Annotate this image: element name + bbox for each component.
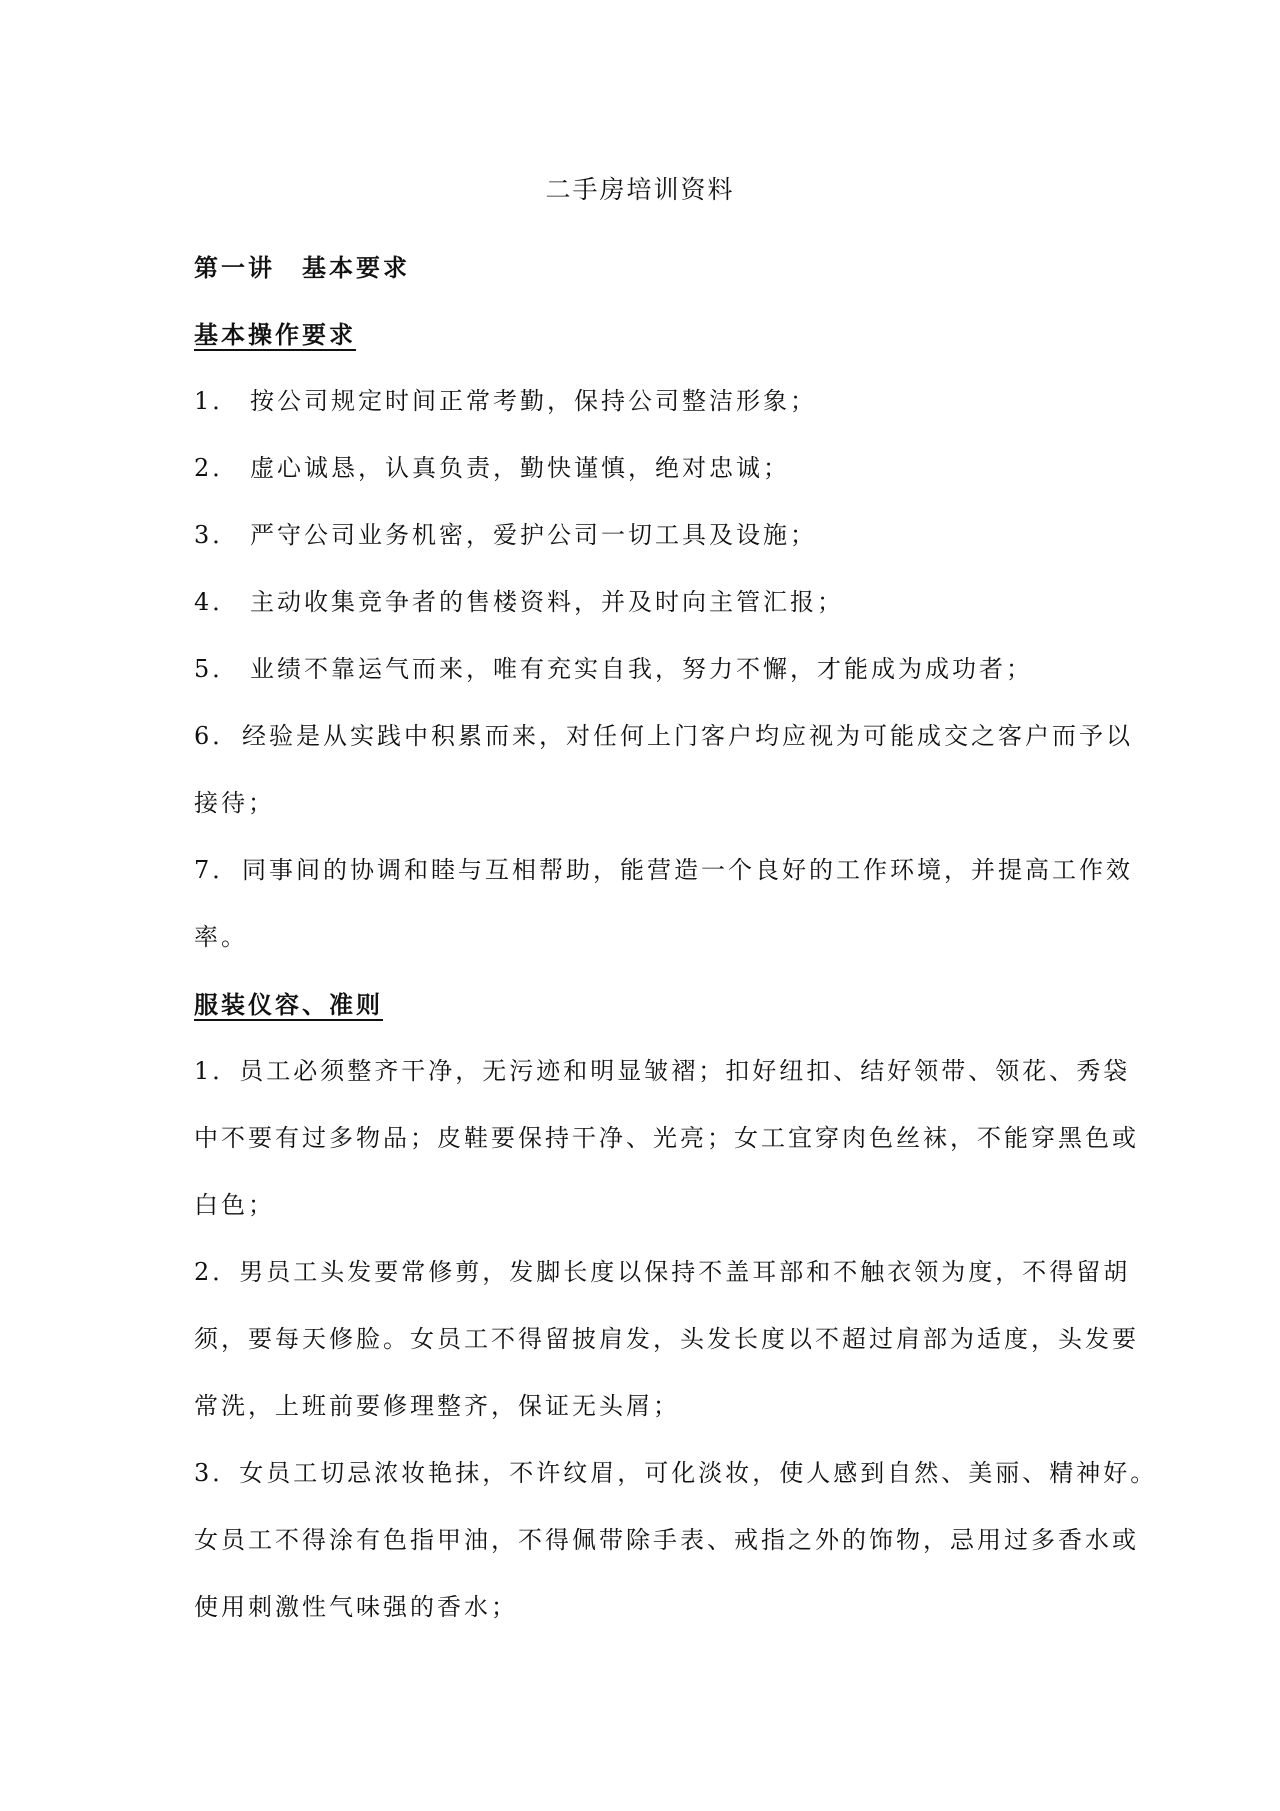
list-item-number: 3．	[194, 521, 240, 549]
list-item-text: 按公司规定时间正常考勤，保持公司整洁形象；	[250, 387, 817, 415]
list-item	[194, 502, 1094, 569]
paragraph-line: 使用刺激性气味强的香水；	[194, 1593, 518, 1621]
list-item-text: 虚心诚恳，认真负责，勤快谨慎，绝对忠诚；	[250, 454, 790, 482]
list-item-continuation: 率。	[194, 923, 248, 951]
list-item-number: 4．	[194, 588, 240, 616]
paragraph-line: 1．员工必须整齐干净，无污迹和明显皱褶；扣好纽扣、结好领带、领花、秀袋	[194, 1057, 1131, 1085]
list-item-continuation: 接待；	[194, 789, 275, 817]
list-item-text: 业绩不靠运气而来，唯有充实自我，努力不懈，才能成为成功者；	[250, 655, 1033, 683]
list-item-number: 7．	[194, 856, 240, 884]
paragraph-line: 中不要有过多物品；皮鞋要保持干净、光亮；女工宜穿肉色丝袜，不能穿黑色或	[194, 1124, 1139, 1152]
list-item-number: 2．	[194, 454, 240, 482]
document-body	[194, 234, 1158, 1641]
paragraph-line: 白色；	[194, 1191, 275, 1219]
section-heading-basic-operations	[194, 301, 1094, 368]
list-item	[194, 368, 1094, 435]
paragraph-line: 女员工不得涂有色指甲油，不得佩带除手表、戒指之外的饰物，忌用过多香水或	[194, 1526, 1139, 1554]
list-item-text: 主动收集竞争者的售楼资料，并及时向主管汇报；	[250, 588, 844, 616]
list-item-number: 6．	[194, 722, 240, 750]
list-item-number: 1．	[194, 387, 240, 415]
list-item	[194, 837, 1133, 904]
paragraph-line: 2．男员工头发要常修剪，发脚长度以保持不盖耳部和不触衣领为度，不得留胡	[194, 1258, 1131, 1286]
list-item-text: 经验是从实践中积累而来，对任何上门客户均应视为可能成交之客户而予以	[242, 722, 1133, 750]
list-item	[194, 703, 1133, 770]
list-item-text: 同事间的协调和睦与互相帮助，能营造一个良好的工作环境，并提高工作效	[242, 856, 1133, 884]
list-item	[194, 636, 1094, 703]
list-item	[194, 569, 1094, 636]
list-item-number: 5．	[194, 655, 240, 683]
document-title: 二手房培训资料	[545, 175, 735, 204]
lecture-heading: 第一讲 基本要求	[194, 253, 410, 282]
paragraph-line: 常洗，上班前要修理整齐，保证无头屑；	[194, 1392, 680, 1420]
section-heading-text: 服装仪容、准则	[194, 990, 383, 1019]
list-item	[194, 435, 1094, 502]
section-heading-dress-code	[194, 971, 1094, 1038]
paragraph-line: 须，要每天修脸。女员工不得留披肩发，头发长度以不超过肩部为适度，头发要	[194, 1325, 1139, 1353]
paragraph-line: 3．女员工切忌浓妆艳抹，不许纹眉，可化淡妆，使人感到自然、美丽、精神好。	[194, 1459, 1158, 1487]
list-item-text: 严守公司业务机密，爱护公司一切工具及设施；	[250, 521, 817, 549]
section-heading-text: 基本操作要求	[194, 320, 356, 349]
